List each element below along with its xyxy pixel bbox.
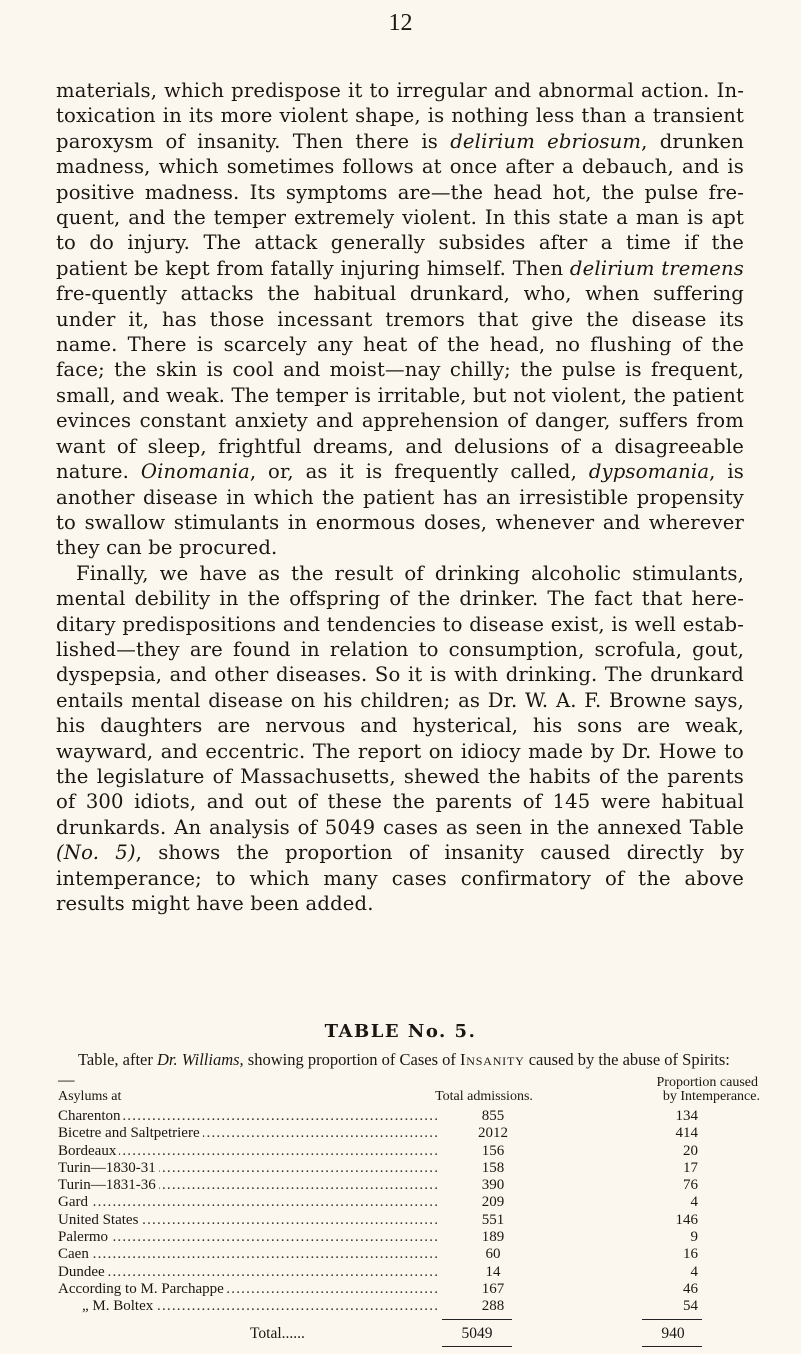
text-run: , or, as it is frequently called, xyxy=(249,460,589,484)
intemperance-value: 46 xyxy=(683,1280,698,1297)
asylum-name xyxy=(58,1160,438,1177)
italic-term: (No. 5) xyxy=(56,841,136,865)
caption-post: caused by the abuse of Spirits:— xyxy=(58,1050,730,1089)
admissions-value: 551 xyxy=(481,1211,505,1228)
table-row xyxy=(58,1264,698,1281)
total-intemperance: 940 xyxy=(661,1325,685,1342)
table-row xyxy=(58,1229,698,1246)
caption-mid: showing proportion of Cases of xyxy=(243,1050,460,1069)
asylum-name-text: Charenton xyxy=(58,1108,123,1124)
intemperance-value: 54 xyxy=(683,1298,698,1315)
asylum-name xyxy=(58,1298,438,1315)
admissions-value: 390 xyxy=(481,1177,505,1194)
intemperance-value: 4 xyxy=(690,1263,698,1280)
admissions-value: 288 xyxy=(481,1298,505,1315)
admissions-value: 14 xyxy=(485,1263,501,1280)
total-rule-admissions xyxy=(442,1319,512,1320)
asylum-name-text: According to M. Parchappe xyxy=(58,1281,227,1297)
asylum-name-text: Caen xyxy=(58,1246,92,1262)
total-label: Total...... xyxy=(250,1325,305,1342)
asylum-name xyxy=(58,1229,438,1246)
asylum-name-text: Bordeaux xyxy=(58,1143,119,1159)
asylum-name-text: „ M. Boltex xyxy=(58,1298,156,1314)
asylum-name xyxy=(58,1143,438,1160)
asylum-name xyxy=(58,1264,438,1281)
intemperance-value: 4 xyxy=(690,1194,698,1211)
intemperance-value: 134 xyxy=(675,1108,698,1124)
body-text xyxy=(56,78,744,916)
asylum-name-text: Palermo xyxy=(58,1229,111,1245)
table-row xyxy=(58,1125,698,1142)
table-title: TABLE No. 5. xyxy=(324,1021,477,1042)
paragraph xyxy=(56,561,744,917)
table-rows xyxy=(58,1108,698,1316)
admissions-value: 156 xyxy=(481,1142,505,1159)
text-run: fre-quently attacks the habitual drunkard, who, when suffering under it, has those incessant tremors that give the disease its name. There is scarcely any heat of the head, no flushing of the face; the skin is cool and moist—nay chilly; the pulse is frequent, small, and weak. The temper is irritable, but not violent, the patient evinces constant anxiety and apprehension of danger, suffers from want of sleep, frightful dreams, and delusions of a disagreeable nature. xyxy=(56,282,744,484)
intemperance-value: 20 xyxy=(683,1142,698,1159)
italic-term: delirium ebriosum xyxy=(450,129,642,153)
table-row xyxy=(58,1143,698,1160)
asylum-name-text: Turin—1830-31 xyxy=(58,1160,159,1176)
caption-pre: Table, after xyxy=(78,1050,158,1069)
caption-smallcaps: Insanity xyxy=(460,1050,525,1069)
text-run: , is another disease in which the patient has an irresistible propensity to swallow stimulants in enormous doses, whenever and wherever they can be procured. xyxy=(56,460,744,560)
intemperance-value: 9 xyxy=(690,1229,698,1246)
table-row xyxy=(58,1298,698,1315)
intemperance-value: 17 xyxy=(683,1159,698,1176)
header-proportion-line2: by Intemperance. xyxy=(662,1089,760,1104)
text-run: , drunken madness, which sometimes follows at once after a debauch, and is positive madness. Its symptoms are—the head hot, the pulse fre-quent, and the temper extremely violent. In this state a man is apt to do injury. The attack generally subsides after a time if the patient be kept from fatally injuring himself. Then xyxy=(56,129,744,280)
intemperance-value: 76 xyxy=(683,1177,698,1194)
asylum-name xyxy=(58,1108,438,1125)
text-run: , shows the proportion of insanity caused directly by intemperance; to which many cases confirmatory of the above results might have been added. xyxy=(56,841,744,915)
table-row xyxy=(58,1177,698,1194)
text-run: Finally, we have as the result of drinking alcoholic stimulants, mental debility in the offspring of the drinker. The fact that here-ditary predispositions and tendencies to disease exist, is well estab-lished—they are found in relation to consumption, scrofula, gout, dyspepsia, and other diseases. So it is with drinking. The drunkard entails mental disease on his children; as Dr. W. A. F. Browne says, his daughters are nervous and hysterical, his sons are weak, wayward, and eccentric. The report on idiocy made by Dr. Howe to the legislature of Massachusetts, shewed the habits of the parents of 300 idiots, and out of these the parents of 145 were habitual drunkards. An analysis of 5049 cases as seen in the annexed Table xyxy=(56,561,744,839)
intemperance-value: 16 xyxy=(683,1246,698,1263)
asylum-name xyxy=(58,1246,438,1263)
admissions-value: 158 xyxy=(481,1159,505,1176)
header-admissions: Total admissions. xyxy=(435,1089,533,1104)
asylum-name-text: Dundee xyxy=(58,1264,108,1280)
asylum-name xyxy=(58,1125,438,1142)
table-row xyxy=(58,1246,698,1263)
asylum-name xyxy=(58,1212,438,1229)
asylum-name xyxy=(58,1177,438,1194)
admissions-value: 167 xyxy=(481,1280,505,1297)
total-rule-proportion xyxy=(642,1319,702,1320)
text-run: materials, which predispose it to irregular and abnormal action. In-toxication in its more violent shape, is nothing less than a transient paroxysm of insanity. Then there is xyxy=(56,79,744,153)
table-row xyxy=(58,1194,698,1211)
italic-term: dypsomania xyxy=(588,460,710,484)
table-row xyxy=(58,1160,698,1177)
header-proportion-line1: Proportion caused xyxy=(656,1075,758,1090)
admissions-value: 2012 xyxy=(478,1125,508,1142)
header-asylum: Asylums at xyxy=(58,1089,122,1104)
asylum-name xyxy=(58,1281,438,1298)
asylum-name-text: Bicetre and Saltpetriere xyxy=(58,1125,203,1141)
italic-term: delirium tremens xyxy=(569,256,744,280)
table-row xyxy=(58,1212,698,1229)
bottom-rule-admissions xyxy=(442,1346,512,1347)
admissions-value: 189 xyxy=(481,1229,505,1246)
table-row xyxy=(58,1108,698,1125)
paragraph xyxy=(56,78,744,561)
asylum-name-text: United States xyxy=(58,1212,141,1228)
admissions-value: 855 xyxy=(481,1108,505,1124)
table-row xyxy=(58,1281,698,1298)
page-number: 12 xyxy=(388,10,413,36)
admissions-value: 209 xyxy=(481,1194,505,1211)
total-admissions: 5049 xyxy=(461,1325,493,1342)
asylum-name-text: Turin—1831-36 xyxy=(58,1177,159,1193)
italic-term: Oinomania xyxy=(140,460,250,484)
asylum-name-text: Gard xyxy=(58,1194,91,1210)
asylum-name xyxy=(58,1194,438,1211)
intemperance-value: 414 xyxy=(675,1125,698,1142)
admissions-value: 60 xyxy=(485,1246,501,1263)
bottom-rule-proportion xyxy=(642,1346,702,1347)
caption-author: Dr. Williams, xyxy=(157,1050,244,1069)
intemperance-value: 146 xyxy=(675,1211,698,1228)
